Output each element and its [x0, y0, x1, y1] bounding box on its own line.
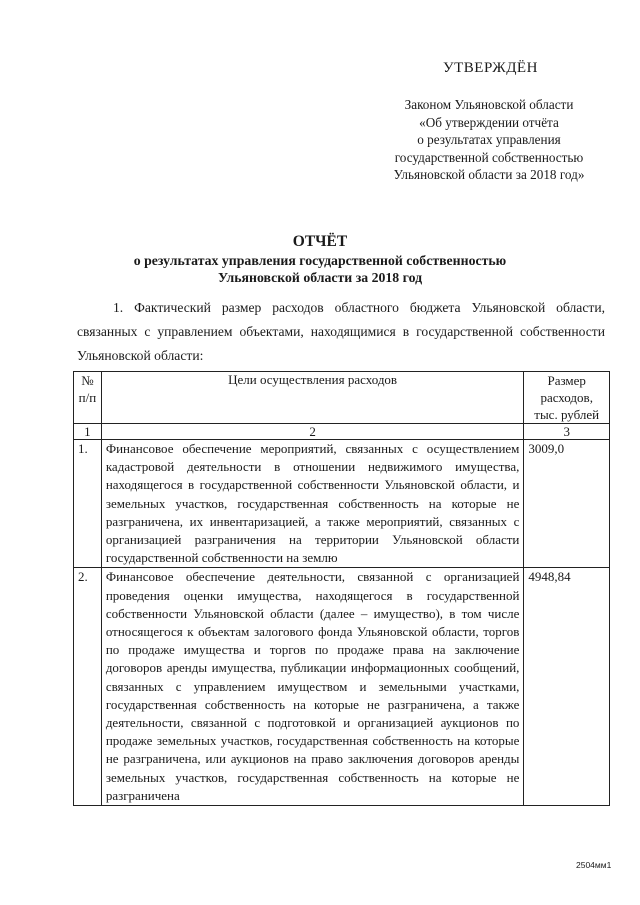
law-line: Ульяновской области за 2018 год»	[393, 167, 585, 182]
law-line: Законом Ульяновской области	[404, 97, 574, 112]
header-amount: Размер расходов, тыс. рублей	[524, 372, 610, 424]
law-line: о результатах управления	[417, 132, 561, 147]
subtitle-line: о результатах управления государственной собственностью	[133, 253, 507, 268]
row-number: 1.	[74, 440, 102, 568]
row-goal: Финансовое обеспечение деятельности, связанной с организацией проведения оценки имущества, находящегося в государственной собственности Ульяновской области (далее – имущество), в том числе относящегося к объектам залогового фонда Ульяновской области, торгов по продаже имущества и торгов по продаже права на заключение договоров аренды имущества, публикации информационных сообщений, связанных с управлением имуществом и земельными участками, государственная собственность на которые не разграничена, а также деятельности, связанной с подготовкой и организацией аукционов по продаже земельных участков, государственная собственность на которые не разграничена, или аукционов на право заключения договоров аренды земельных участков, государственная собственность на которые не разграничена	[101, 568, 524, 806]
expenses-table	[73, 371, 610, 806]
header-num: № п/п	[74, 372, 102, 424]
law-line: государственной собственностью	[394, 149, 584, 165]
subtitle-line: Ульяновской области за 2018 год	[217, 270, 423, 285]
approval-heading: УТВЕРЖДЁН	[443, 60, 538, 76]
header-goal: Цели осуществления расходов	[101, 372, 524, 424]
index-cell: 1	[74, 424, 102, 440]
approval-law-block	[370, 96, 608, 184]
row-number: 2.	[74, 568, 102, 806]
table-row	[74, 568, 610, 806]
table-index-row	[74, 424, 610, 440]
report-subtitle	[60, 252, 580, 286]
row-amount: 3009,0	[524, 440, 610, 568]
index-cell: 3	[524, 424, 610, 440]
law-line: «Об утверждении отчёта	[419, 114, 559, 130]
report-title: ОТЧЁТ	[292, 233, 348, 250]
intro-paragraph: 1. Фактический размер расходов областного бюджета Ульяновской области, связанных с управлением объектами, находящимися в государственной собственности Ульяновской области:	[77, 300, 605, 363]
row-amount: 4948,84	[524, 568, 610, 806]
table-row	[74, 440, 610, 568]
index-cell: 2	[101, 424, 524, 440]
row-goal: Финансовое обеспечение мероприятий, связанных с осуществлением кадастровой деятельности в отношении недвижимого имущества, находящегося в государственной собственности Ульяновской области, и земельных участков, государственная собственность на которые не разграничена, их инвентаризацией, а также мероприятий, связанных с организацией разграничения на территории Ульяновской области государственной собственности на землю	[101, 440, 524, 568]
document-code: 2504мм1	[576, 860, 612, 870]
table-header-row	[74, 372, 610, 424]
